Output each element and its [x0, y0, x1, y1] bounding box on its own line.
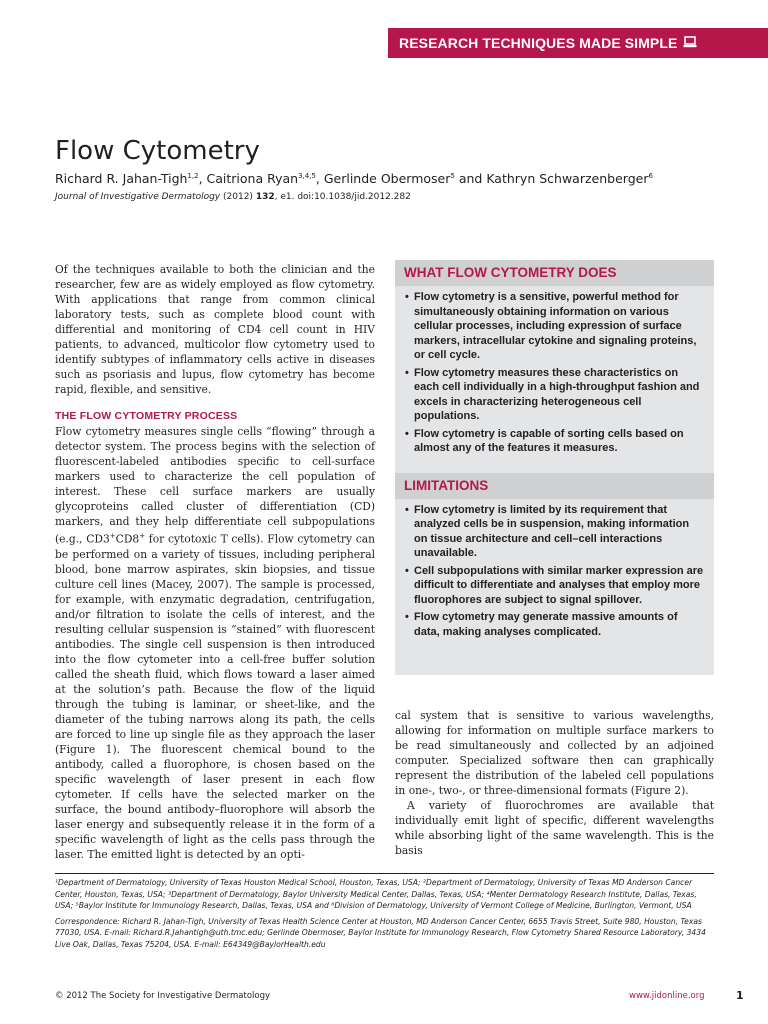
right-column [395, 708, 714, 858]
citation-volume: 132 [255, 192, 275, 202]
section-heading: THE FLOW CYTOMETRY PROCESS [55, 410, 238, 422]
superscript: + [109, 532, 116, 540]
author-separator: , [315, 171, 324, 186]
author-list [55, 171, 653, 186]
sidebar-heading-limitations: LIMITATIONS [395, 473, 714, 499]
author-name: Kathryn Schwarzenberger [486, 171, 649, 186]
author-affiliation-number: 1,2 [187, 171, 199, 180]
paragraph-text: CD8 [115, 532, 140, 546]
list-item: • Flow cytometry is limited by its requirement that analyzed cells be in suspension, making information on tissue architecture and cell–cell interactions unavailable. [405, 503, 704, 561]
page-number: 1 [736, 989, 744, 1002]
author-affiliation-number: 6 [648, 171, 653, 180]
paragraph-text: for cytotoxic T cells). Flow cytometry can be performed on a variety of tissues, including peripheral blood, bone marrow aspirates, skin biopsies, and tissue culture cell lines (Macey, 2007). The sample is processed, for example, with enzymatic degradation, centrifugation, and/or filtration to isolate the cells of interest, and the resulting cellular suspension is “stained” with fluorescent antibodies. The single cell suspension is then introduced into the flow cytometer into a cell-free buffer solution called the sheath fluid, which flows toward a laser aimed at the solution’s path. Because the flow of the liquid through the tubing is laminar, or sheet-like, and the diameter of the tubing narrows along its path, the cells are forced to line up single file as they approach the laser (Figure 1). The fluorescent chemical bound to the antibody, called a fluorophore, is chosen based on the specific wavelength of laser present in each flow cytometer. If cells have the selected marker on the surface, the bound antibody–fluorophore will absorb the laser energy and subsequently release it in the form of a specific wavelength of light as the cells pass through the laser. The emitted light is detected by an opti- [55, 532, 375, 861]
laptop-icon [683, 35, 697, 51]
author-affiliation-number: 3,4,5 [298, 171, 316, 180]
left-column [55, 262, 375, 862]
body-paragraph: cal system that is sensitive to various wavelengths, allowing for information on multiple surface markers to be read simultaneously and collected by an adjoined computer. Specialized software then can graphically represent the distribution of the labeled cell populations in one-, two-, or three-dimensional formats (Figure 2). [395, 709, 714, 797]
author-name: Caitriona Ryan [206, 171, 299, 186]
affiliations-footnote: ¹Department of Dermatology, University of Texas Houston Medical School, Houston, Texas, USA; ²Department of Dermatology, University of Texas MD Anderson Cancer Center, Houston, Texas, USA; ³Department of Dermatology, Baylor University Medical Center, Dallas, Texas, USA; ⁴Menter Dermatology Research Institute, Dallas, Texas, USA; ⁵Baylor Institute for Immunology Research, Dallas, Texas, USA and ⁶Division of Dermatology, University of Vermont College of Medicine, Burlington, Vermont, USA [55, 878, 697, 910]
author-affiliation-number: 5 [450, 171, 455, 180]
author-separator: , [198, 171, 207, 186]
copyright-notice: © 2012 The Society for Investigative Dermatology [55, 991, 271, 1001]
correspondence-footnote: Correspondence: Richard R. Jahan-Tigh, University of Texas Health Science Center at Houston, MD Anderson Cancer Center, 6655 Travis Street, Suite 980, Houston, Texas 77030, USA. E-mail: Richard.R.Jahantigh@uth.tmc.edu; Gerlinde Obermoser, Baylor Institute for Immunology Research, Flow Cytometry Shared Resource Laboratory, 3434 Live Oak, Dallas, Texas 75204, USA. E-mail: E64349@BaylorHealth.edu [55, 916, 706, 949]
article-title: Flow Cytometry [55, 136, 260, 166]
superscript: + [139, 532, 146, 540]
citation-year: (2012) [223, 192, 253, 202]
summary-sidebar [395, 260, 714, 675]
section-banner [388, 28, 768, 58]
author-separator: and [454, 171, 487, 186]
list-item: • Flow cytometry is capable of sorting cells based on almost any of the features it measures. [405, 427, 704, 456]
sidebar-heading-does: WHAT FLOW CYTOMETRY DOES [395, 260, 714, 286]
citation-line [55, 192, 411, 202]
citation-doi[interactable]: , e1. doi:10.1038/jid.2012.282 [274, 192, 411, 202]
paragraph-text: Flow cytometry measures single cells “flowing” through a detector system. The process begins with the selection of fluorescent-labeled antibodies specific to cell-surface markers used to characterize the cell population of interest. These cell surface markers are usually glycoproteins called cluster of differentiation (CD) markers, and they help differentiate cell subpopulations (e.g., CD3 [55, 425, 375, 546]
does-list [395, 286, 714, 465]
journal-name: Journal of Investigative Dermatology [55, 192, 221, 202]
author-name: Gerlinde Obermoser [323, 171, 451, 186]
body-paragraph: A variety of fluorochromes are available that individually emit light of specific, different wavelengths while absorbing light of the same wavelength. This is the basis [395, 799, 714, 857]
footnotes [55, 877, 714, 954]
footnote-divider [55, 873, 714, 874]
list-item: • Flow cytometry may generate massive amounts of data, making analyses complicated. [405, 610, 704, 639]
limitations-list [395, 499, 714, 649]
list-item: • Cell subpopulations with similar marker expression are difficult to differentiate and analyses that employ more fluorophores are subject to signal spillover. [405, 564, 704, 608]
list-item: • Flow cytometry measures these characteristics on each cell individually in a high-throughput fashion and excels in characterizing heterogeneous cell populations. [405, 366, 704, 424]
intro-paragraph: Of the techniques available to both the clinician and the researcher, few are as widely employed as flow cytometry. With applications that range from common clinical laboratory tests, such as complete blood count with differential and monitoring of CD4 cell count in HIV patients, to advanced, multicolor flow cytometry used to identify subtypes of inflammatory cells active in diseases such as psoriasis and lupus, flow cytometry has become rapid, flexible, and sensitive. [55, 263, 375, 396]
journal-url-link[interactable]: www.jidonline.org [629, 991, 705, 1001]
author-name: Richard R. Jahan-Tigh [55, 171, 188, 186]
banner-label: RESEARCH TECHNIQUES MADE SIMPLE [399, 35, 678, 51]
list-item: • Flow cytometry is a sensitive, powerful method for simultaneously obtaining information on various cellular processes, including expression of surface markers, intracellular cytokine and signaling proteins, or cell cycle. [405, 290, 704, 363]
process-paragraph [55, 424, 375, 862]
